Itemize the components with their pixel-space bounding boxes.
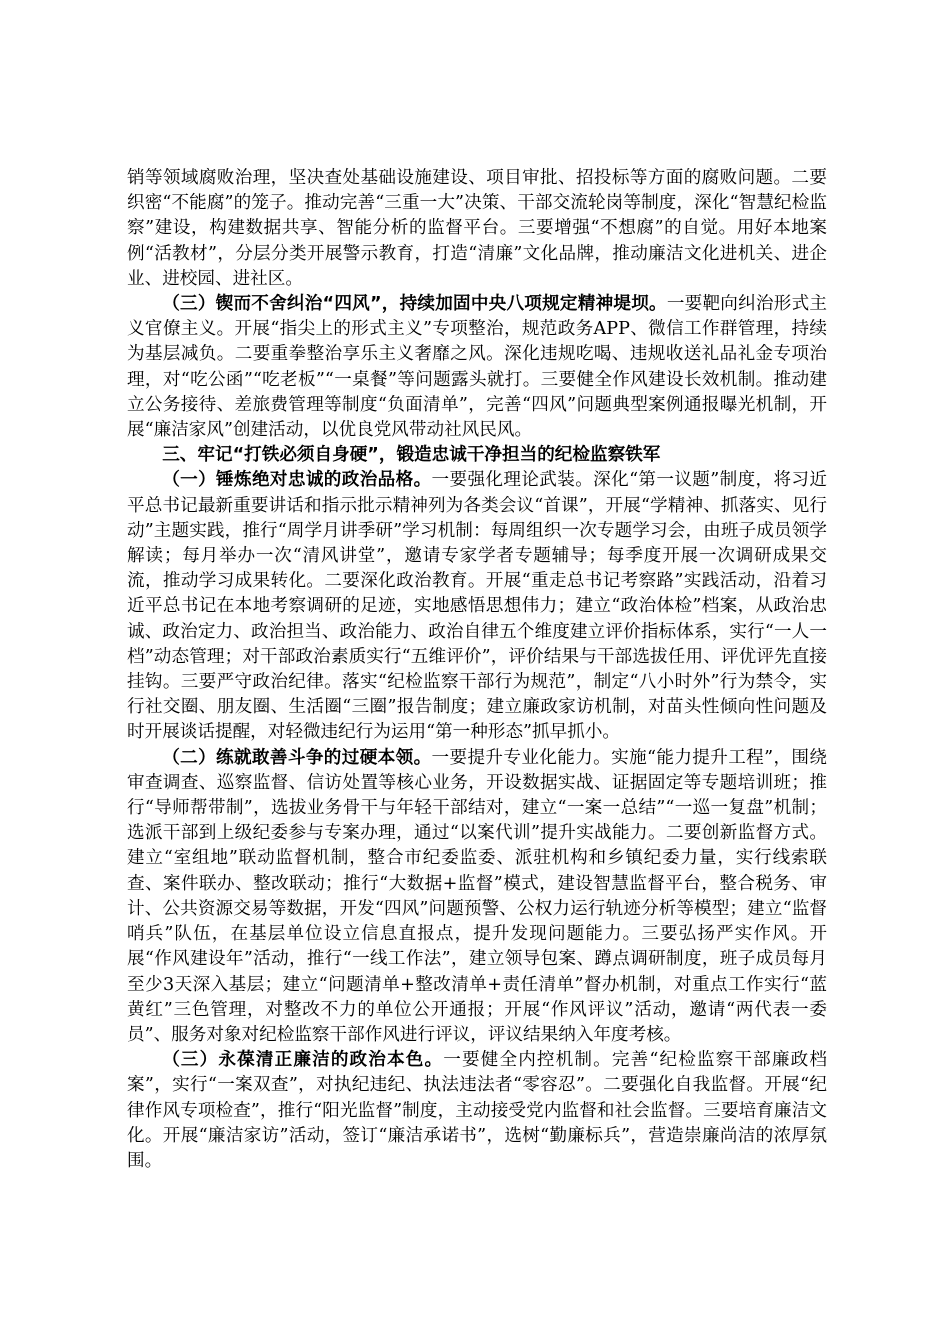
paragraph-continued [127,166,827,292]
section-heading-three: 三、牢记“打铁必须自身硬”，锻造忠诚干净担当的纪检监察铁军 [162,445,661,466]
paragraph-text: 一要强化理论武装。深化“第一议题”制度，将习近平总书记最新重要讲话和指示批示精神列为各类会议“首课”，开展“学精神、抓落实、见行动”主题实践，推行“周学月讲季研”学习机制：每周组织一次专题学习会，由班子成员领学解读；每月举办一次“清风讲堂”，邀请专家学者专题辅导；每季度开展一次调研成果交流，推动学习成果转化。二要深化政治教育。开展“重走总书记考察路”实践活动，沿着习近平总书记在本地考察调研的足迹，实地感悟思想伟力；建立“政治体检”档案，从政治忠诚、政治定力、政治担当、政治能力、政治自律五个维度建立评价指标体系，实行“一人一档”动态管理；对干部政治素质实行“五维评价”，评价结果与干部选拔任用、评优评先直接挂钩。三要严守政治纪律。落实“纪检监察干部行为规范”，制定“八小时外”行为禁令，实行社交圈、朋友圈、生活圈“三圈”报告制度；建立廉政家访机制，对苗头性倾向性问题及时开展谈话提醒，对轻微违纪行为运用“第一种形态”抓早抓小。 [127,470,827,743]
paragraph-loyalty [127,468,827,745]
paragraph-lead-heading: （三）锲而不舍纠治“四风”，持续加固中央八项规定精神堤坝。 [162,294,667,315]
paragraph-lead-heading: （三）永葆清正廉洁的政治本色。 [162,1050,444,1071]
paragraph-lead-heading: （一）锤炼绝对忠诚的政治品格。 [162,470,432,491]
paragraph-text: 一要靶向纠治形式主义官僚主义。开展“指尖上的形式主义”专项整治，规范政务APP、微信工作群管理，持续为基层减负。二要重拳整治享乐主义奢靡之风。深化违规吃喝、违规收送礼品礼金专项治理，对“吃公函”“吃老板”“一桌餐”等问题露头就打。三要健全作风建设长效机制。推动建立公务接待、差旅费管理等制度“负面清单”，完善“四风”问题典型案例通报曝光机制，开展“廉洁家风”创建活动，以优良党风带动社风民风。 [127,294,827,441]
paragraph-four-winds [127,292,827,443]
document-page [127,166,827,1174]
paragraph-lead-heading: （二）练就敢善斗争的过硬本领。 [162,747,432,768]
paragraph-text: 销等领域腐败治理，坚决查处基础设施建设、项目审批、招投标等方面的腐败问题。二要织密“不能腐”的笼子。推动完善“三重一大”决策、干部交流轮岗等制度，深化“智慧纪检监察”建设，构建数据共享、智能分析的监督平台。三要增强“不想腐”的自觉。用好本地案例“活教材”，分层分类开展警示教育，打造“清廉”文化品牌，推动廉洁文化进机关、进企业、进校园、进社区。 [127,168,827,289]
paragraph-text: 一要提升专业化能力。实施“能力提升工程”，围绕审查调查、巡察监督、信访处置等核心业务，开设数据实战、证据固定等专题培训班；推行“导师帮带制”，选拔业务骨干与年轻干部结对，建立“一案一总结”“一巡一复盘”机制；选派干部到上级纪委参与专案办理，通过“以案代训”提升实战能力。二要创新监督方式。建立“室组地”联动监督机制，整合市纪委监委、派驻机构和乡镇纪委力量，实行线索联查、案件联办、整改联动；推行“大数据+监督”模式，建设智慧监督平台，整合税务、审计、公共资源交易等数据，开发“四风”问题预警、公权力运行轨迹分析等模型；建立“监督哨兵”队伍，在基层单位设立信息直报点，提升发现问题能力。三要弘扬严实作风。开展“作风建设年”活动，推行“一线工作法”，建立领导包案、蹲点调研制度，班子成员每月至少3天深入基层；建立“问题清单+整改清单+责任清单”督办机制，对重点工作实行“蓝黄红”三色管理，对整改不力的单位公开通报；开展“作风评议”活动，邀请“两代表一委员”、服务对象对纪检监察干部作风进行评议，评议结果纳入年度考核。 [127,747,827,1045]
paragraph-skills [127,746,827,1048]
paragraph-integrity [127,1048,827,1174]
paragraph-text: 一要健全内控机制。完善“纪检监察干部廉政档案”，实行“一案双查”，对执纪违纪、执法违法者“零容忍”。二要强化自我监督。开展“纪律作风专项检查”，推行“阳光监督”制度，主动接受党内监督和社会监督。三要培育廉洁文化。开展“廉洁家访”活动，签订“廉洁承诺书”，选树“勤廉标兵”，营造崇廉尚洁的浓厚氛围。 [127,1050,827,1171]
